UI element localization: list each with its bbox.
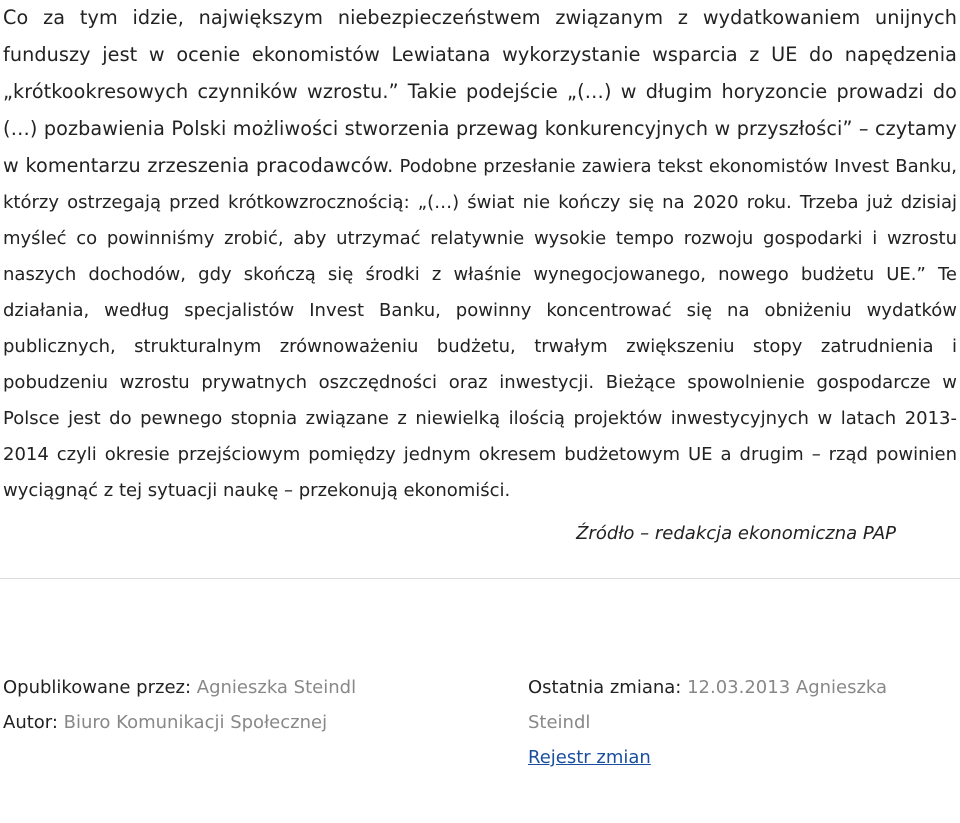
published-by-value: Agnieszka Steindl [196, 677, 357, 698]
paragraph-segment-2: Podobne przesłanie zawiera tekst ekonomistów Invest Banku, którzy ostrzegają przed krótkowzrocznością: „(…) świat nie kończy się na 2020 roku. Trzeba już dzisiaj myśleć co powinniśmy zrobić, aby utrzymać relatywnie wysokie tempo rozwoju gospodarki i wzrostu naszych dochodów, gdy skończą się środki z właśnie wynegocjowanego, nowego budżetu UE.” Te działania, według specjalistów Invest Banku, powinny koncentrować się na obniżeniu wydatków publicznych, strukturalnym zrównoważeniu budżetu, trwałym zwiększeniu stopy zatrudnienia i pobudzeniu wzrostu prywatnych oszczędności oraz inwestycji. Bieżące spowolnienie gospodarcze w Polsce jest do pewnego stopnia związane z niewielką ilością projektów inwestycyjnych w latach 2013-2014 czyli okresie przejściowym pomiędzy jednym okresem budżetowym UE a drugim – rząd powinien wyciągnąć z tej sytuacji naukę – przekonują ekonomiści. [3, 156, 958, 501]
changelog-link[interactable]: Rejestr zmian [528, 747, 651, 768]
last-modified [528, 670, 938, 740]
published-by [3, 670, 433, 705]
article-source [576, 516, 896, 552]
author [3, 705, 433, 740]
divider [0, 578, 960, 579]
meta-right-column [528, 670, 938, 775]
author-value: Biuro Komunikacji Społecznej [63, 712, 328, 733]
article-paragraph [3, 0, 957, 509]
article-content [3, 0, 957, 509]
author-label: Autor: [3, 712, 64, 733]
meta-left-column [3, 670, 433, 740]
published-by-label: Opublikowane przez: [3, 677, 197, 698]
paragraph-segment-1: Co za tym idzie, największym niebezpieczeństwem związanym z wydatkowaniem unijnych funduszy jest w ocenie ekonomistów Lewiatana wykorzystanie wsparcia z UE do napędzenia „krótkookresowych czynników wzrostu.” Takie podejście „(…) w długim horyzoncie prowadzi do (…) pozbawienia Polski możliwości stworzenia przewag konkurencyjnych w przyszłości” – czytamy w komentarzu zrzeszenia pracodawców. [3, 6, 957, 177]
source-text: Źródło – redakcja ekonomiczna PAP [576, 523, 896, 544]
last-modified-value: 12.03.2013 Agnieszka Steindl [528, 677, 888, 733]
changelog [528, 740, 938, 775]
last-modified-label: Ostatnia zmiana: [528, 677, 688, 698]
